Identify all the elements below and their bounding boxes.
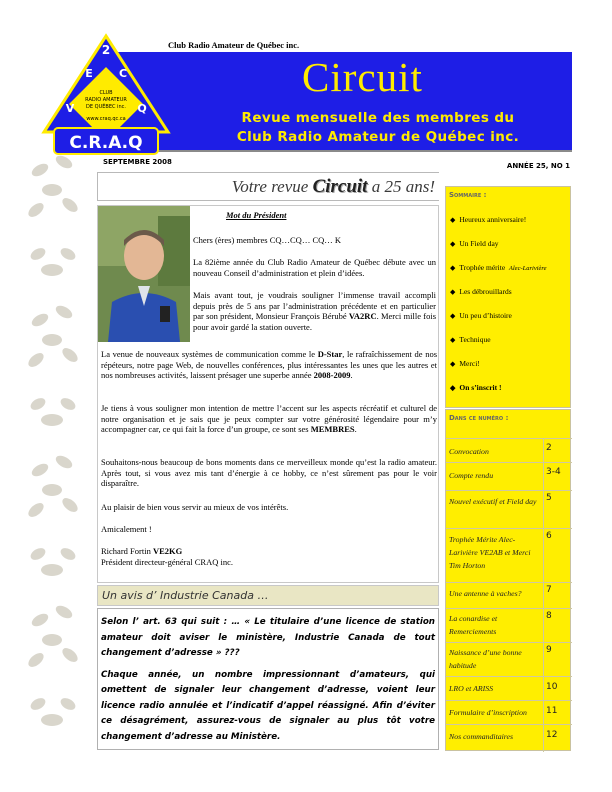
president-article [97, 205, 439, 583]
toc-entry: Une antenne à vaches? 7 [446, 582, 572, 608]
toc-entry: La conardise et Remerciements 8 [446, 608, 572, 642]
toc-entry: Trophée Mérite Alec-Larivière VE2AB et Merci Tim Horton 6 [446, 528, 572, 582]
article-greeting: Chers (ères) membres CQ…CQ… CQ… K [193, 235, 342, 245]
diamond-icon: ◆ [450, 264, 456, 272]
summary-item: ◆ Les débrouillards [450, 287, 512, 296]
diamond-icon: ◆ [450, 384, 456, 392]
logo-letter-v: V [65, 102, 75, 115]
article-paragraph-6: Au plaisir de bien vous servir au mieux de vos intérêts. [101, 502, 289, 512]
article-paragraph-1: La 82ième année du Club Radio Amateur de Québec débute avec un nouveau Conseil d’administration et plein d’idées. [193, 257, 436, 278]
main-headline [97, 172, 439, 201]
logo-center-line-3: DE QUÉBEC inc. [86, 104, 126, 110]
logo-top-number: 2 [101, 43, 111, 57]
diamond-icon: ◆ [450, 216, 456, 224]
toc-entry: Nouvel exécutif et Field day 5 [446, 490, 572, 528]
toc-box [445, 409, 571, 751]
summary-item: ◆ Un peu d’histoire [450, 311, 512, 320]
issue-volume: ANNÉE 25, NO 1 [506, 162, 570, 170]
diamond-icon: ◆ [450, 288, 456, 296]
summary-item: ◆ Merci! [450, 359, 480, 368]
issue-date: SEPTEMBRE 2008 [103, 158, 172, 166]
article-heading: Mot du Président [226, 210, 287, 220]
notice-heading: Un avis d’ Industrie Canada … [97, 585, 439, 606]
notice-paragraph-2: Chaque année, un nombre impressionnant d’amateurs, qui omettent de signaler leur changement d’adresse, voient leur licence radio annulée et l’indicatif d’appel réassigné. Afin d’éviter ce désagrément, assurez-vous de signaler au plus tôt votre changement d’adresse au Ministère. [101, 669, 435, 742]
article-paragraph-4: Je tiens à vous souligner mon intention de mettre l’accent sur les aspects récréatif et culturel de notre organisation et je sais que je peux compter sur votre générosité légendaire pour m’y accompagner car, ce qui fait la force d’un groupe, ce sont ses MEMBRES. [101, 403, 437, 434]
newsletter-title: Circuit [302, 54, 423, 100]
president-photo [98, 206, 190, 342]
notice-box [97, 608, 439, 750]
summary-item: ◆ On s’inscrit ! [450, 383, 502, 392]
signature-title: Président directeur-général CRAQ inc. [101, 557, 234, 567]
headline-name: Circuit [312, 176, 368, 197]
floral-decoration [20, 150, 90, 750]
summary-box [445, 186, 571, 408]
notice-paragraph-1: Selon l’ art. 63 qui suit : … « Le titulaire d’une licence de station amateur doit aviser le ministère, Industrie Canada de tout changement d’adresse » ??? [101, 617, 435, 658]
toc-entry: Nos commanditaires 12 [446, 724, 572, 752]
logo-center-line-1: CLUB [99, 90, 113, 96]
article-paragraph-3: La venue de nouveaux systèmes de communication comme le D-Star, le rafraîchissement de nos répéteurs, notre page Web, de nouvelles conférences, plus intéressantes les unes que les autres et nos nombreuses activités, laissent présager une superbe année 2008-2009. [101, 349, 437, 380]
summary-item: ◆ Heureux anniversaire! [450, 215, 527, 224]
craq-logo [36, 32, 176, 158]
summary-heading: Sommaire : [449, 191, 487, 199]
article-paragraph-2: Mais avant tout, je voudrais souligner l’immense travail accompli depuis près de 5 ans par l’administration précédente et en particulier par son président, Monsieur François Bérubé VA2RC. Merci mille fois pour avoir gardé la station ouverte. [193, 290, 436, 332]
headline-after: a 25 ans! [367, 177, 435, 196]
article-closing: Amicalement ! [101, 524, 152, 534]
logo-url: www.craq.qc.ca [86, 116, 126, 122]
toc-entry: LRO et ARISS 10 [446, 676, 572, 700]
diamond-icon: ◆ [450, 360, 456, 368]
logo-letter-q: Q [137, 102, 147, 115]
headline-before: Votre revue [231, 177, 313, 196]
toc-heading: Dans ce numéro : [449, 414, 509, 422]
toc-entry: Compte rendu 3-4 [446, 462, 572, 490]
diamond-icon: ◆ [450, 312, 456, 320]
subtitle-line-1: Revue mensuelle des membres du [241, 110, 515, 126]
logo-center-line-2: RADIO AMATEUR [85, 97, 127, 103]
summary-item: ◆ Un Field day [450, 239, 499, 248]
toc-entry: Convocation 2 [446, 438, 572, 462]
signature-name: Richard Fortin VE2KG [101, 546, 183, 556]
summary-item: ◆ Technique [450, 335, 491, 344]
toc-entry: Naissance d’une bonne habitude 9 [446, 642, 572, 676]
logo-acronym: C.R.A.Q [69, 133, 143, 153]
subtitle-line-2: Club Radio Amateur de Québec inc. [236, 129, 520, 145]
summary-item: ◆ Trophée mérite Alec-Larivière [450, 263, 547, 272]
article-paragraph-5: Souhaitons-nous beaucoup de bons moments dans ce merveilleux monde qu’est la radio amateur. Après tout, si vous avez mis tant d’énergie à ce hobby, ce n’est sûrement pas pour le voir disparaître. [101, 457, 437, 488]
toc-entry: Formulaire d’inscription 11 [446, 700, 572, 724]
diamond-icon: ◆ [450, 240, 456, 248]
org-line: Club Radio Amateur de Québec inc. [168, 40, 300, 50]
logo-letter-e: E [85, 67, 93, 80]
logo-letter-c: C [118, 67, 128, 80]
diamond-icon: ◆ [450, 336, 456, 344]
